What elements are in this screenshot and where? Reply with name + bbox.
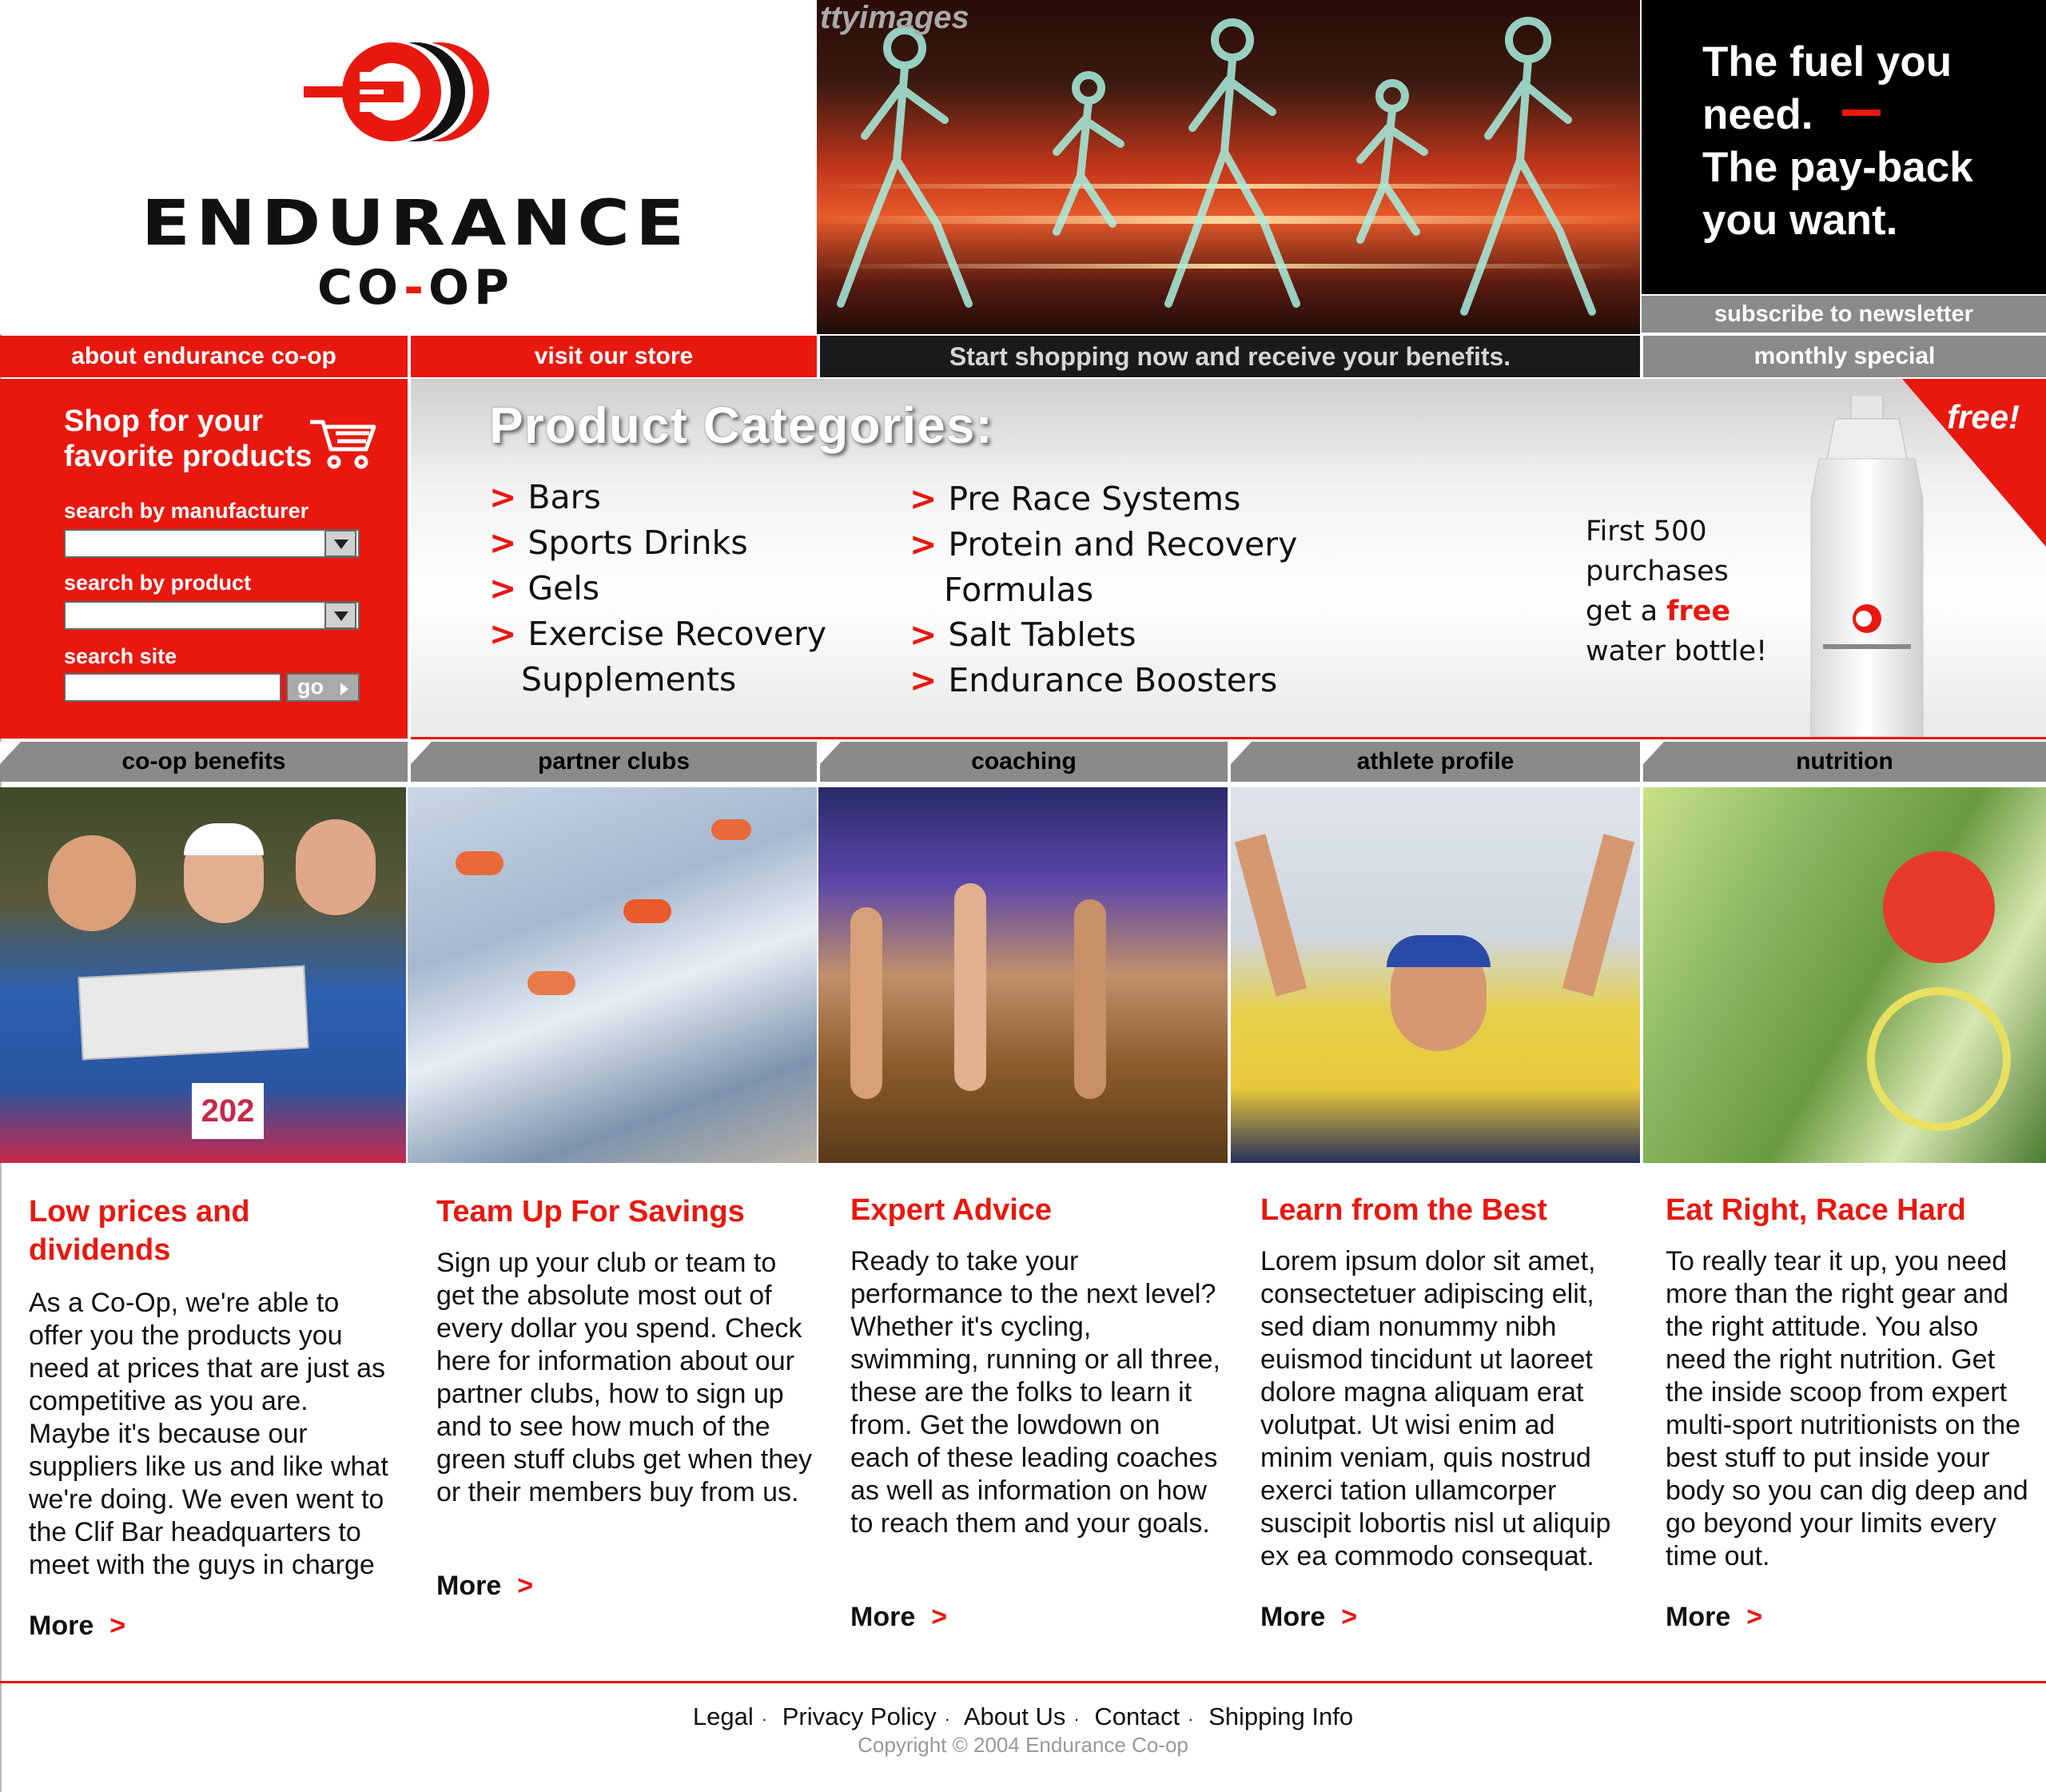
category-protein-recovery[interactable] bbox=[910, 525, 1297, 563]
endurance-logo-icon bbox=[304, 32, 512, 152]
photo-runners-legs[interactable] bbox=[818, 787, 1228, 1163]
shop-title-line: Shop for your bbox=[64, 404, 264, 438]
more-link[interactable] bbox=[1260, 1602, 1357, 1633]
column-heading: Expert Advice bbox=[850, 1193, 1053, 1227]
category-label: Sports Drinks bbox=[527, 524, 748, 562]
footer-link-contact[interactable]: Contact bbox=[1094, 1702, 1180, 1730]
column-heading: Eat Right, Race Hard bbox=[1666, 1193, 1966, 1227]
more-label: More bbox=[436, 1571, 502, 1601]
more-link[interactable] bbox=[29, 1611, 125, 1642]
category-label: Exercise Recovery bbox=[527, 615, 827, 653]
promo-line bbox=[1586, 591, 1767, 631]
more-label: More bbox=[850, 1602, 916, 1632]
footer-separator: · bbox=[944, 1709, 950, 1729]
shopping-cart-icon bbox=[308, 416, 377, 472]
nav-store-link[interactable]: visit our store bbox=[411, 336, 817, 377]
arrow-icon: > bbox=[910, 615, 937, 654]
category-gels[interactable] bbox=[489, 569, 599, 607]
column-body: To really tear it up, you need more than the right gear and the right attitude. You also need the right nutrition. Get the inside scoop from expert multi-sport nutritionists on the best stuff to put inside your body so you can dig deep and go beyond your limits every time out. bbox=[1666, 1246, 2028, 1571]
hero-banner-runners bbox=[817, 0, 1640, 334]
tagline-dash bbox=[1842, 110, 1881, 116]
nav-promo-banner: Start shopping now and receive your benefits. bbox=[820, 336, 1640, 377]
category-bars[interactable] bbox=[489, 478, 601, 516]
chevron-down-icon[interactable] bbox=[324, 530, 356, 557]
chevron-down-icon[interactable] bbox=[324, 602, 356, 629]
arrow-icon: > bbox=[489, 524, 517, 562]
category-label: Endurance Boosters bbox=[948, 661, 1278, 699]
column-body: Ready to take your performance to the next level? Whether it's cycling, swimming, running or all three, these are the folks to learn it from. Get the lowdown on each of these leading coaches as well as information on how to reach them and your goals. bbox=[850, 1246, 1220, 1539]
tab-label: nutrition bbox=[1796, 748, 1893, 775]
search-site-input[interactable] bbox=[64, 673, 281, 702]
category-formulas[interactable]: Formulas bbox=[944, 571, 1094, 609]
logo-sub-left: CO bbox=[316, 260, 404, 316]
tab-partner-clubs[interactable] bbox=[411, 742, 817, 782]
shop-title bbox=[64, 404, 312, 474]
more-label: More bbox=[1666, 1602, 1731, 1632]
tagline-line: you want. bbox=[1702, 197, 1898, 244]
arrow-icon: > bbox=[931, 1602, 948, 1632]
category-label: Salt Tablets bbox=[948, 615, 1136, 654]
footer-link-legal[interactable]: Legal bbox=[692, 1702, 754, 1730]
copyright: Copyright © 2004 Endurance Co-op bbox=[858, 1733, 1188, 1757]
more-link[interactable] bbox=[850, 1602, 947, 1633]
category-label: Gels bbox=[527, 569, 600, 607]
column-heading: Learn from the Best bbox=[1260, 1193, 1547, 1227]
categories-title: Product Categories: bbox=[489, 396, 993, 454]
arrow-icon: > bbox=[1341, 1602, 1358, 1632]
nav-about-link[interactable]: about endurance co-op bbox=[0, 336, 408, 377]
logo-sub-dash: - bbox=[404, 260, 429, 316]
runner-silhouettes-icon bbox=[817, 0, 1640, 334]
arrow-icon: > bbox=[1746, 1602, 1763, 1632]
footer-links bbox=[0, 1702, 2046, 1731]
photo-swimmers[interactable] bbox=[408, 787, 817, 1163]
footer-divider bbox=[0, 1681, 2046, 1683]
nav-monthly-special-link[interactable]: monthly special bbox=[1643, 336, 2046, 377]
category-pre-race[interactable] bbox=[910, 480, 1240, 518]
tab-co-op-benefits[interactable] bbox=[0, 742, 408, 782]
logo-subtitle bbox=[144, 260, 687, 316]
column-body: Lorem ipsum dolor sit amet, consectetuer adipiscing elit, sed diam nonummy nibh euismod tincidunt ut laoreet dolore magna aliquam erat volutpat. Ut wisi enim ad minim veniam, quis nostrud exerci tation ullamcorper suscipit lobortis nisl ut aliquip ex ea commodo consequat. bbox=[1260, 1246, 1611, 1571]
free-badge: free! bbox=[1947, 398, 2020, 436]
arrow-icon: > bbox=[489, 569, 517, 607]
subscribe-newsletter-link[interactable]: subscribe to newsletter bbox=[1642, 296, 2046, 333]
arrow-icon: > bbox=[517, 1571, 534, 1601]
promo-free-word: free bbox=[1666, 595, 1731, 627]
category-label: Bars bbox=[527, 478, 601, 516]
category-exercise-recovery[interactable] bbox=[489, 615, 826, 653]
play-arrow-icon bbox=[340, 683, 348, 695]
product-select[interactable] bbox=[64, 601, 360, 630]
tab-label: athlete profile bbox=[1356, 748, 1515, 775]
promo-text bbox=[1586, 512, 1767, 671]
category-label: Protein and Recovery bbox=[948, 525, 1298, 563]
tab-nutrition[interactable] bbox=[1643, 742, 2046, 782]
tagline-line: The pay-back bbox=[1702, 144, 1973, 191]
column-body: As a Co-Op, we're able to offer you the products you need at prices that are just as competitive as you are. Maybe it's because our suppliers like us and like what we're doing. We even went to the Clif Bar headquarters to meet with the guys in charge bbox=[29, 1288, 388, 1580]
footer-separator: · bbox=[1073, 1709, 1080, 1729]
shop-title-line: favorite products bbox=[64, 440, 312, 473]
category-sports-drinks[interactable] bbox=[489, 524, 748, 562]
arrow-icon: > bbox=[109, 1611, 126, 1641]
promo-line: First 500 bbox=[1586, 516, 1707, 548]
category-label: Pre Race Systems bbox=[948, 480, 1241, 518]
search-site-label: search site bbox=[64, 644, 177, 668]
go-label: go bbox=[297, 675, 324, 699]
tagline bbox=[1702, 36, 2038, 247]
column-heading: Low prices and dividends bbox=[29, 1195, 250, 1267]
logo-area[interactable] bbox=[0, 0, 815, 334]
photo-co-op-members[interactable] bbox=[0, 787, 406, 1163]
search-manufacturer-label: search by manufacturer bbox=[64, 499, 309, 523]
tagline-line: The fuel you bbox=[1702, 38, 1952, 86]
footer-link-shipping[interactable]: Shipping Info bbox=[1208, 1702, 1354, 1730]
column-heading: Team Up For Savings bbox=[436, 1195, 745, 1229]
manufacturer-select[interactable] bbox=[64, 529, 360, 558]
promo-text-part: get a bbox=[1586, 595, 1667, 627]
more-link[interactable] bbox=[436, 1571, 533, 1602]
promo-line: water bottle! bbox=[1586, 635, 1768, 667]
arrow-icon: > bbox=[910, 661, 937, 699]
photo-mountain-biker[interactable] bbox=[1643, 787, 2046, 1163]
arrow-icon: > bbox=[489, 615, 517, 653]
category-supplements[interactable]: Supplements bbox=[521, 660, 737, 699]
tab-coaching[interactable] bbox=[820, 742, 1228, 782]
tab-label: partner clubs bbox=[537, 748, 691, 775]
column-body: Sign up your club or team to get the absolute most out of every dollar you spend. Check here for information about our partner clubs, how to sign up and to see how much of the green stuff clubs get when they or their members buy from us. bbox=[436, 1248, 813, 1507]
arrow-icon: > bbox=[910, 480, 937, 518]
logo-wordmark: ENDURANCE bbox=[141, 188, 691, 260]
more-label: More bbox=[29, 1611, 94, 1641]
footer-separator: · bbox=[761, 1709, 768, 1729]
arrow-icon: > bbox=[910, 525, 937, 563]
search-product-label: search by product bbox=[64, 571, 252, 595]
race-bib: 202 bbox=[192, 1083, 264, 1139]
photo-cyclist-victory[interactable] bbox=[1231, 787, 1640, 1163]
divider bbox=[411, 737, 2046, 739]
go-button[interactable] bbox=[286, 673, 360, 702]
footer-link-privacy[interactable]: Privacy Policy bbox=[782, 1702, 937, 1730]
footer-separator: · bbox=[1188, 1709, 1194, 1729]
tagline-line: need. bbox=[1702, 91, 1813, 138]
logo-sub-right: OP bbox=[428, 260, 515, 316]
footer-link-about[interactable]: About Us bbox=[963, 1702, 1066, 1730]
category-salt-tablets[interactable] bbox=[910, 615, 1136, 654]
promo-line: purchases bbox=[1586, 556, 1729, 587]
tab-label: co-op benefits bbox=[121, 748, 286, 775]
more-label: More bbox=[1260, 1602, 1326, 1632]
category-endurance-boosters[interactable] bbox=[910, 661, 1277, 699]
tab-athlete-profile[interactable] bbox=[1231, 742, 1640, 782]
hero-watermark: ttyimages bbox=[820, 0, 969, 35]
tab-label: coaching bbox=[971, 748, 1077, 775]
arrow-icon: > bbox=[489, 478, 517, 516]
more-link[interactable] bbox=[1666, 1602, 1762, 1633]
